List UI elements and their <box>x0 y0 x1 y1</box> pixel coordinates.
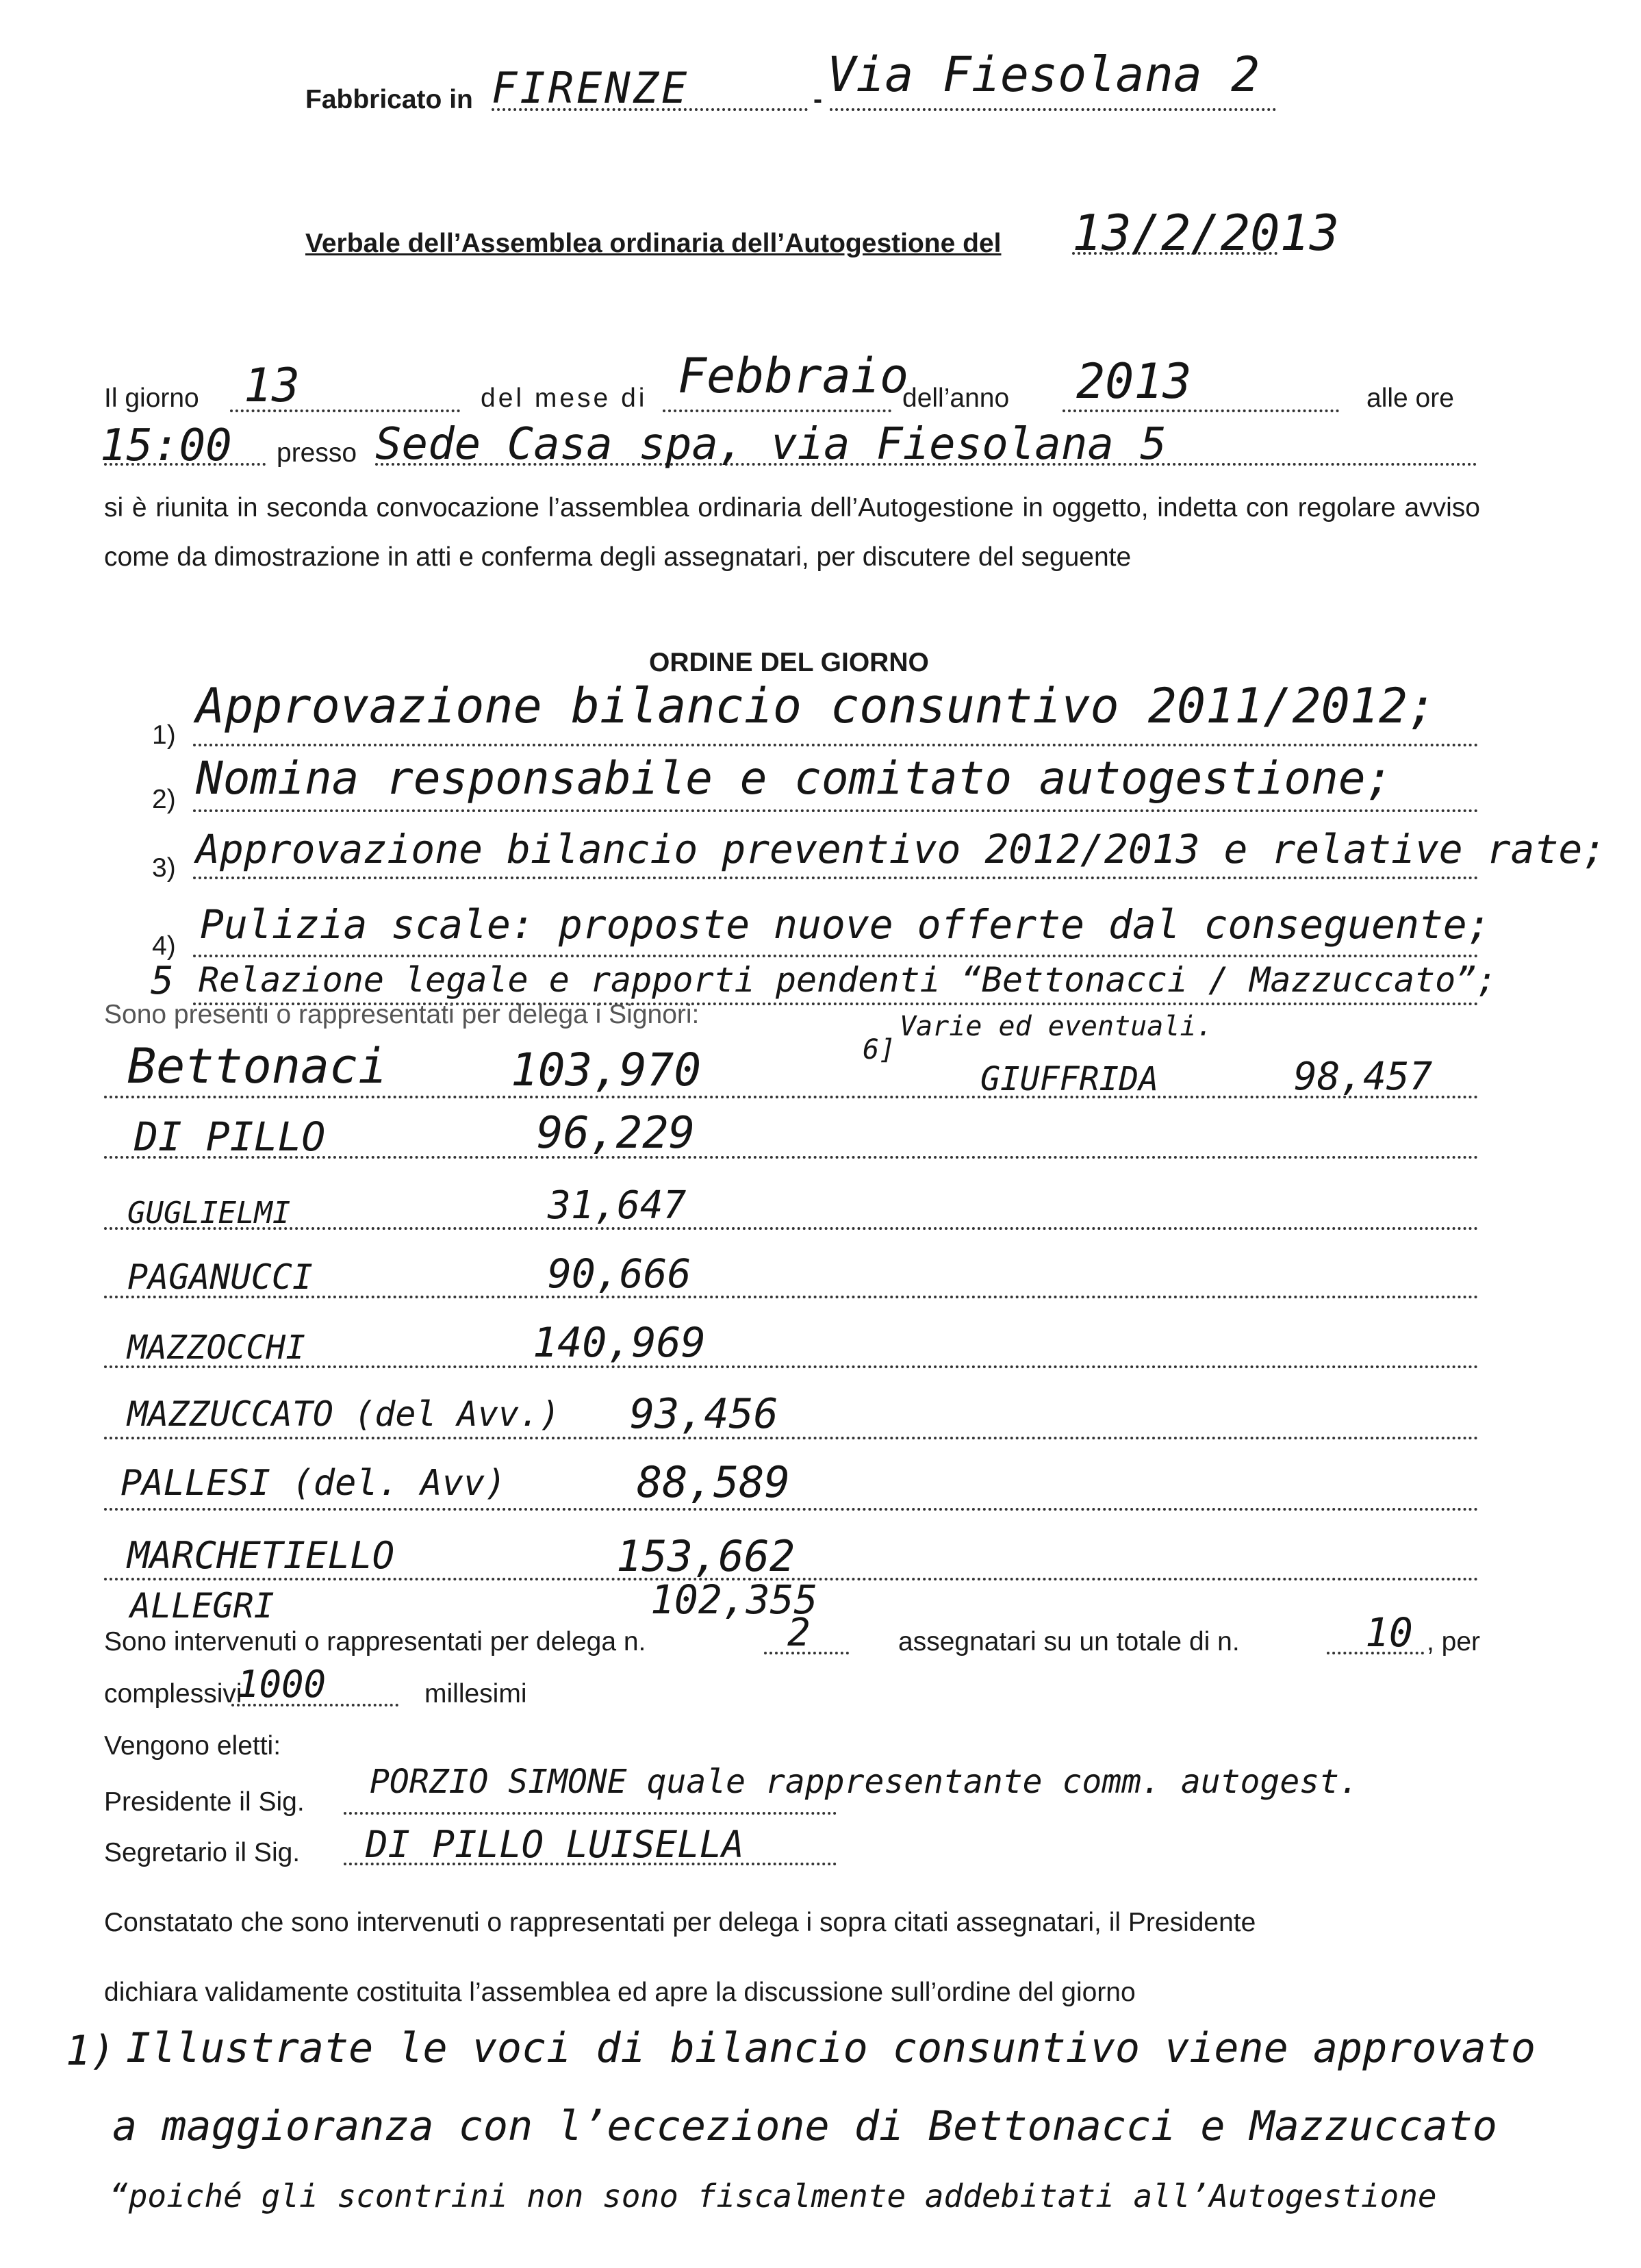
present-value: 31,647 <box>548 1183 687 1228</box>
agenda-item: Approvazione bilancio consuntivo 2011/2012; <box>196 678 1437 734</box>
anno-label: dell’anno <box>902 383 1010 413</box>
present-name: GUGLIELMI <box>127 1196 291 1231</box>
present-name: DI PILLO <box>134 1113 326 1160</box>
totale-value: 10 <box>1365 1609 1413 1656</box>
present-value: 140,969 <box>533 1319 706 1367</box>
discussion-number: 1) <box>66 2027 116 2075</box>
giorno-value: 13 <box>244 359 300 413</box>
present-side-name: GIUFFRIDA <box>980 1060 1159 1098</box>
present-value: 102,355 <box>650 1576 818 1623</box>
closing-line-1: Constatato che sono intervenuti o rappresentati per delega i sopra citati assegnatari, il Presidente <box>104 1908 1256 1937</box>
agenda-number: 3) <box>152 853 176 883</box>
agenda-line <box>193 877 1479 879</box>
ore-line <box>104 463 266 466</box>
totale-label: assegnatari su un totale di n. <box>898 1627 1240 1656</box>
discussion-line: Illustrate le voci di bilancio consuntivo viene approvato <box>126 2024 1536 2072</box>
present-name: PALLESI (del. Avv) <box>120 1463 507 1504</box>
presidente-label: Presidente il Sig. <box>104 1787 305 1817</box>
agenda-number: 5 <box>151 959 174 1003</box>
present-row-line <box>104 1508 1479 1511</box>
fabbricato-city: FIRENZE <box>492 63 690 113</box>
agenda-title: ORDINE DEL GIORNO <box>649 648 929 677</box>
present-row-line <box>104 1365 1479 1368</box>
giorno-label: Il giorno <box>104 383 199 413</box>
agenda-number: 1) <box>152 720 176 750</box>
mese-label: del mese di <box>481 383 648 413</box>
present-value: 90,666 <box>548 1250 691 1297</box>
present-name: MARCHETIELLO <box>127 1534 395 1577</box>
verbale-title: Verbale dell’Assemblea ordinaria dell’Autogestione del <box>305 229 1002 258</box>
fabbricato-label: Fabbricato in <box>305 85 473 114</box>
anno-line <box>1063 410 1339 412</box>
present-row-line <box>104 1096 1479 1098</box>
agenda-item: Approvazione bilancio preventivo 2012/2013 e relative rate; <box>196 826 1607 872</box>
agenda-item: Nomina responsabile e comitato autogestione; <box>196 752 1393 805</box>
anno-value: 2013 <box>1076 353 1192 410</box>
agenda-number: 6] <box>863 1034 896 1066</box>
present-value: 96,229 <box>537 1108 696 1159</box>
verbale-date: 13/2/2013 <box>1072 204 1340 262</box>
mese-value: Febbraio <box>678 348 909 404</box>
ore-value: 15:00 <box>100 420 232 471</box>
ore-label: alle ore <box>1366 383 1454 413</box>
fabbricato-street-line <box>830 108 1276 111</box>
present-value: 103,970 <box>511 1044 702 1096</box>
present-value: 153,662 <box>616 1531 796 1581</box>
per-label: , per <box>1427 1627 1481 1656</box>
segretario-value: DI PILLO LUISELLA <box>366 1823 744 1866</box>
intervenuti-label: Sono intervenuti o rappresentati per delega n. <box>104 1627 646 1656</box>
present-row-line <box>104 1227 1479 1230</box>
agenda-line <box>193 955 1479 957</box>
presso-label: presso <box>277 438 357 468</box>
presidente-line <box>344 1812 837 1815</box>
intervenuti-value: 2 <box>787 1611 811 1655</box>
present-side-value: 98,457 <box>1294 1055 1433 1099</box>
complessivi-label: complessivi <box>104 1679 242 1709</box>
present-value: 88,589 <box>637 1457 790 1507</box>
eletti-label: Vengono eletti: <box>104 1731 281 1761</box>
agenda-line <box>193 744 1479 746</box>
present-value: 93,456 <box>630 1390 778 1438</box>
present-name: Bettonaci <box>127 1038 387 1094</box>
header-separator: - <box>813 85 822 114</box>
presidente-value: PORZIO SIMONE quale rappresentante comm. autogest. <box>370 1763 1359 1801</box>
present-name: PAGANUCCI <box>127 1257 313 1297</box>
present-name: MAZZOCCHI <box>127 1328 306 1367</box>
agenda-number: 4) <box>152 931 176 961</box>
presso-value: Sede Casa spa, via Fiesolana 5 <box>375 419 1167 470</box>
discussion-line: a maggioranza con l’eccezione di Bettonacci e Mazzuccato <box>112 2102 1497 2150</box>
present-name: ALLEGRI <box>130 1586 275 1626</box>
present-label: Sono presenti o rappresentati per delega i Signori: <box>104 1000 700 1029</box>
segretario-label: Segretario il Sig. <box>104 1838 301 1867</box>
present-name: MAZZUCCATO (del Avv.) <box>127 1394 561 1434</box>
agenda-item: Relazione legale e rapporti pendenti “Bettonacci / Mazzuccato”; <box>199 960 1497 1000</box>
agenda-line <box>193 809 1479 812</box>
agenda-number: 2) <box>152 785 176 814</box>
agenda-item: Varie ed eventuali. <box>900 1011 1213 1042</box>
agenda-item: Pulizia scale: proposte nuove offerte dal conseguente; <box>200 901 1491 948</box>
fabbricato-street: Via Fiesolana 2 <box>827 47 1260 103</box>
intro-text: si è riunita in seconda convocazione l’assemblea ordinaria dell’Autogestione in oggetto, indetta con regolare avviso come da dimostrazione in atti e conferma degli assegnatari, per discutere del seguente <box>104 493 1480 572</box>
mese-line <box>663 410 891 412</box>
millesimi-label: millesimi <box>424 1679 527 1709</box>
discussion-line: “poiché gli scontrini non sono fiscalmente addebitati all’Autogestione <box>110 2178 1437 2215</box>
millesimi-value: 1000 <box>237 1663 327 1706</box>
present-row-line <box>104 1437 1479 1439</box>
closing-line-2: dichiara validamente costituita l’assemblea ed apre la discussione sull’ordine del giorno <box>104 1978 1136 2007</box>
